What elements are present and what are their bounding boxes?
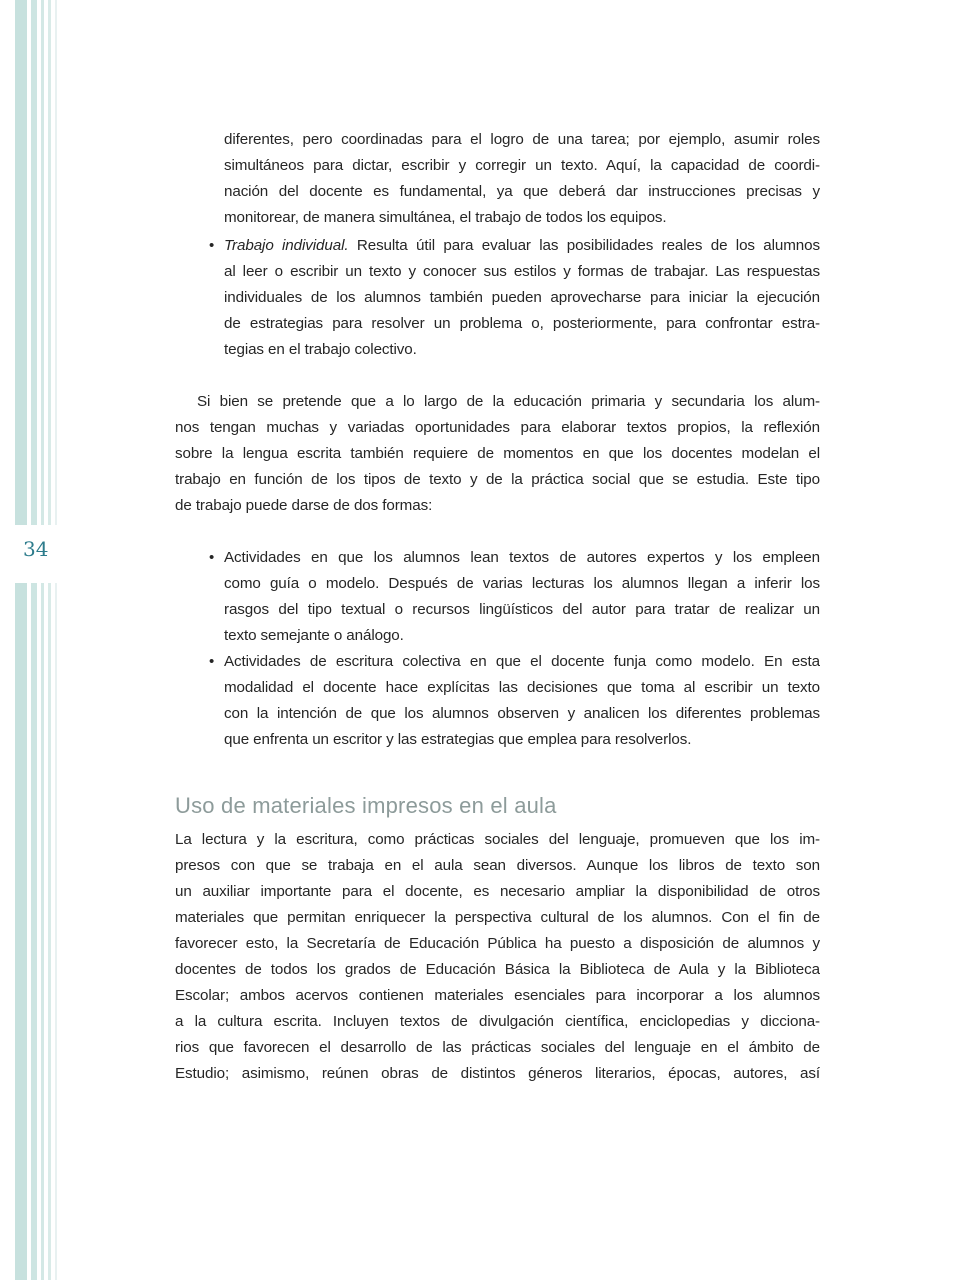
text-line: de trabajo puede darse de dos formas: [175, 497, 433, 514]
stripe-hairline [55, 0, 57, 525]
text-line: nación del docente es fundamental, ya que deberá dar instrucciones precisas y [224, 183, 820, 200]
text-line: modalidad el docente hace explícitas las decisiones que toma al escribir un texto [224, 679, 820, 696]
stripe-wide [15, 0, 27, 525]
stripe-thin-2 [48, 0, 51, 525]
page-number: 34 [23, 537, 49, 561]
text-line: texto semejante o análogo. [224, 627, 404, 644]
list-item-text [224, 545, 820, 649]
text-line: con la intención de que los alumnos observen y analicen los diferentes problemas [224, 705, 820, 722]
list-item-actividades-escritura [175, 649, 820, 753]
stripe-thin-1 [41, 583, 44, 1280]
stripe-thin-1 [41, 0, 44, 525]
text-line: docentes de todos los grados de Educación Básica la Biblioteca de Aula y la Biblioteca [175, 961, 820, 978]
list-item-text [224, 649, 820, 753]
text-line: Actividades en que los alumnos lean textos de autores expertos y los empleen [224, 549, 820, 566]
left-stripe-band-bottom [0, 583, 60, 1280]
text-line: Si bien se pretende que a lo largo de la educación primaria y secundaria los alum- [197, 393, 820, 410]
text-line: nos tengan muchas y variadas oportunidades para elaborar textos propios, la reflexión [175, 419, 820, 436]
text-line: que enfrenta un escritor y las estrategias que emplea para resolverlos. [224, 731, 692, 748]
bullet-list-activities [175, 545, 820, 753]
text-line: Estudio; asimismo, reúnen obras de distintos géneros literarios, épocas, autores, así [175, 1065, 820, 1082]
text-line: monitorear, de manera simultánea, el trabajo de todos los equipos. [224, 209, 667, 226]
text-line: al leer o escribir un texto y conocer sus estilos y formas de trabajar. Las respuestas [224, 263, 820, 280]
text-line: presos con que se trabaja en el aula sean diversos. Aunque los libros de texto son [175, 857, 820, 874]
text-line: de estrategias para resolver un problema o, posteriormente, para confrontar estra- [224, 315, 820, 332]
left-stripe-band-top [0, 0, 60, 525]
list-item-actividades-lectura [175, 545, 820, 649]
text-line: favorecer esto, la Secretaría de Educación Pública ha puesto a disposición de alumnos y [175, 935, 820, 952]
stripe-medium [31, 583, 37, 1280]
paragraph-si-bien [175, 389, 820, 519]
section-heading: Uso de materiales impresos en el aula [175, 793, 557, 818]
bullet-icon: • [209, 549, 215, 566]
italic-lead: Trabajo individual. [224, 237, 349, 254]
text-line: como guía o modelo. Después de varias lecturas los alumnos llegan a inferir los [224, 575, 820, 592]
stripe-wide [15, 583, 27, 1280]
text-line: sobre la lengua escrita también requiere de momentos en que los docentes modelan el [175, 445, 820, 462]
text-line: materiales que permitan enriquecer la perspectiva cultural de los alumnos. Con el fin de [175, 909, 820, 926]
text-line: Actividades de escritura colectiva en que el docente funja como modelo. En esta [224, 653, 820, 670]
text-line: simultáneos para dictar, escribir y corregir un texto. Aquí, la capacidad de coordi- [224, 157, 820, 174]
text-line: rios que favorecen el desarrollo de las prácticas sociales del lenguaje en el ámbito de [175, 1039, 820, 1056]
list-item-text [224, 233, 820, 363]
bullet-icon: • [209, 653, 215, 670]
text-line: un auxiliar importante para el docente, es necesario ampliar la disponibilidad de otros [175, 883, 820, 900]
stripe-thin-2 [48, 583, 51, 1280]
text-line: La lectura y la escritura, como prácticas sociales del lenguaje, promueven que los im- [175, 831, 820, 848]
text-line: rasgos del tipo textual o recursos lingüísticos del autor para tratar de realizar un [224, 601, 820, 618]
text-line: Escolar; ambos acervos contienen materiales esenciales para incorporar a los alumnos [175, 987, 820, 1004]
text-line: a la cultura escrita. Incluyen textos de divulgación científica, enciclopedias y dicciona- [175, 1013, 820, 1030]
text-line: diferentes, pero coordinadas para el logro de una tarea; por ejemplo, asumir roles [224, 131, 820, 148]
list-continuation-paragraph [224, 127, 820, 231]
text-line: trabajo en función de los tipos de texto y de la práctica social que se estudia. Este tipo [175, 471, 820, 488]
text-line [224, 233, 820, 259]
list-item-trabajo-individual [175, 233, 820, 363]
stripe-hairline [55, 583, 57, 1280]
text-line: tegias en el trabajo colectivo. [224, 341, 417, 358]
stripe-medium [31, 0, 37, 525]
bullet-icon: • [209, 237, 215, 254]
paragraph-uso-materiales [175, 827, 820, 1087]
text-line: individuales de los alumnos también pueden aprovecharse para iniciar la ejecución [224, 289, 820, 306]
text-segment: Resulta útil para evaluar las posibilidades reales de los alumnos [348, 237, 820, 254]
